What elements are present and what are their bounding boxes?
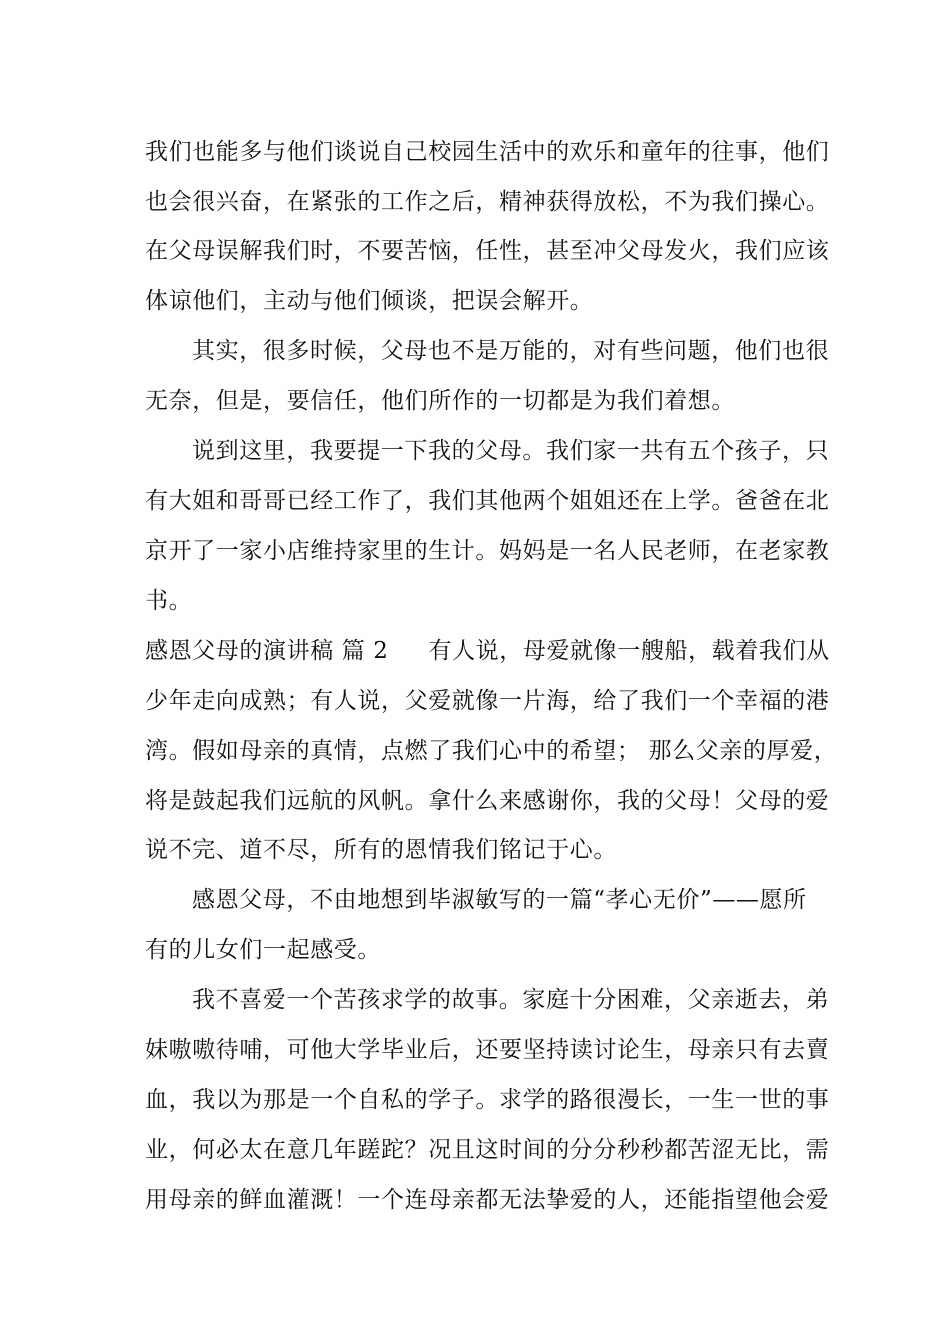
text-line: 无奈，但是，要信任，他们所作的一切都是为我们着想。 bbox=[145, 388, 735, 414]
text-line: 湾。假如母亲的真情，点燃了我们心中的希望； 那么父亲的厚爱， bbox=[145, 738, 838, 764]
text-line: 我不喜爱一个苦孩求学的故事。家庭十分困难，父亲逝去，弟 bbox=[192, 987, 830, 1013]
text-line: 也会很兴奋，在紧张的工作之后，精神获得放松，不为我们操心。 bbox=[145, 189, 830, 215]
text-line: 血，我以为那是一个自私的学子。求学的路很漫长，一生一世的事 bbox=[145, 1087, 830, 1113]
text-line: 我们也能多与他们谈说自己校园生活中的欢乐和童年的往事，他们 bbox=[145, 139, 830, 165]
text-line: 感恩父母，不由地想到毕淑敏写的一篇“孝心无价”——愿所 bbox=[192, 887, 807, 913]
text-line: 说不完、道不尽，所有的恩情我们铭记于心。 bbox=[145, 837, 617, 863]
text-line: 有的儿女们一起感受。 bbox=[145, 937, 381, 963]
text-line: 将是鼓起我们远航的风帆。拿什么来感谢你，我的父母！父母的爱 bbox=[145, 788, 830, 814]
text-line: 其实，很多时候，父母也不是万能的，对有些问题，他们也很 bbox=[192, 338, 830, 364]
text-line: 说到这里，我要提一下我的父母。我们家一共有五个孩子，只 bbox=[192, 438, 830, 464]
text-line: 书。 bbox=[145, 588, 193, 614]
text-line: 业，何必太在意几年蹉跎？况且这时间的分分秒秒都苦涩无比，需 bbox=[145, 1137, 830, 1163]
text-line: 有大姐和哥哥已经工作了，我们其他两个姐姐还在上学。爸爸在北 bbox=[145, 488, 830, 514]
text-line: 京开了一家小店维持家里的生计。妈妈是一名人民老师，在老家教 bbox=[145, 538, 830, 564]
text-line: 体谅他们，主动与他们倾谈，把误会解开。 bbox=[145, 288, 594, 314]
text-line: 妹嗷嗷待哺，可他大学毕业后，还要坚持读讨论生，母亲只有去賣 bbox=[145, 1037, 830, 1063]
text-line: 少年走向成熟；有人说，父爱就像一片海，给了我们一个幸福的港 bbox=[145, 688, 830, 714]
text-line: 用母亲的鲜血灌溉！一个连母亲都无法挚爱的人，还能指望他会爱 bbox=[145, 1187, 830, 1213]
text-line: 在父母误解我们时，不要苦恼，任性，甚至冲父母发火，我们应该 bbox=[145, 238, 830, 264]
section-heading-line bbox=[145, 636, 830, 666]
section-heading: 感恩父母的演讲稿 篇 2 bbox=[145, 638, 389, 664]
text-line: 有人说，母爱就像一艘船，载着我们从 bbox=[428, 638, 830, 664]
